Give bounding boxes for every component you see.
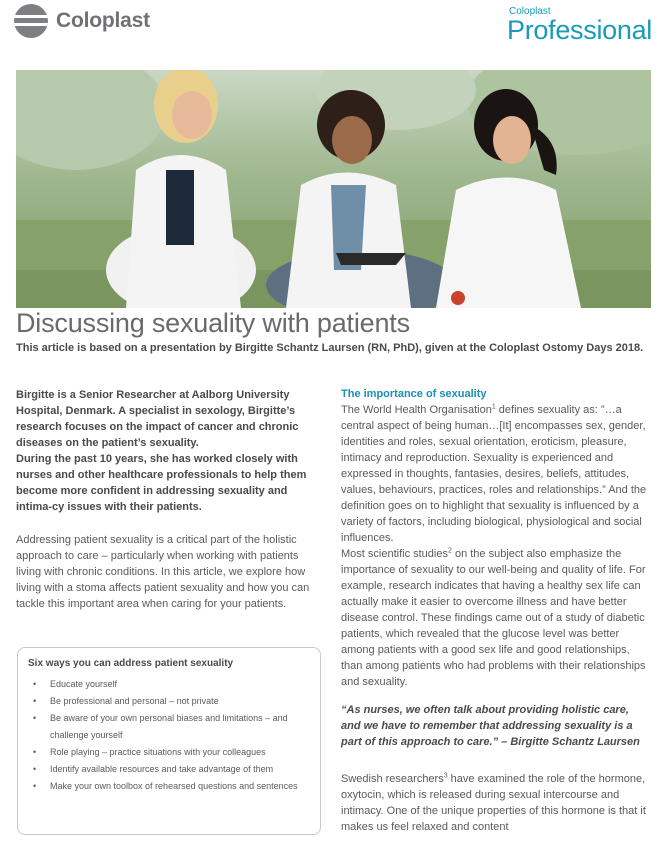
studies-text-b: on the subject also emphasize the importance of sexuality to our well-being and quality of life. For example, research indicates that having a healthy sex life can actually make it easier to overcome illness and have better disease control. These findings came out of a study of diabetic patients, which revealed that the glucose level was better among patients with a good sex life and good relationships, than among patients who had problems with their relationships and sexuality. xyxy=(341,548,646,688)
tips-list xyxy=(28,676,312,795)
footnote-ref-3: 3 xyxy=(443,772,448,780)
who-paragraph xyxy=(341,402,649,546)
tips-list-item: • Be aware of your own personal biases and limitations – and challenge yourself xyxy=(28,710,312,744)
brand-name: Coloplast xyxy=(56,9,150,32)
swedish-text-a: Swedish researchers xyxy=(341,773,444,785)
pro-logo-small: Coloplast xyxy=(509,6,551,17)
footnote-ref-2: 2 xyxy=(447,547,452,555)
article-title: Discussing sexuality with patients xyxy=(16,308,410,338)
tips-list-item: • Be professional and personal – not private xyxy=(28,693,312,710)
left-column xyxy=(16,387,322,612)
who-text-b: defines sexuality as: ”…a central aspect of being human…[It] encompasses sex, gender, identities and roles, sexual orientation, eroticism, pleasure, intimacy and reproduction. Sexuality is experienced and expressed in thoughts, fantasies, desires, beliefs, attitudes, values, behaviours, practices, roles and relationships.” And the definition goes on to highlight that sexuality is influenced by a variety of factors, including biological, physiological and social influences. xyxy=(341,404,647,544)
tips-list-item: • Educate yourself xyxy=(28,676,312,693)
coloplast-logo-icon xyxy=(14,4,48,38)
tips-box-title: Six ways you can address patient sexuality xyxy=(28,658,234,669)
tips-list-item: • Role playing – practice situations with your colleagues xyxy=(28,744,312,761)
who-text-a: The World Health Organisation xyxy=(341,404,492,416)
hero-image xyxy=(16,70,651,308)
tips-list-item: • Make your own toolbox of rehearsed questions and sentences xyxy=(28,778,312,795)
pull-quote: “As nurses, we often talk about providing holistic care, and we have to remember that addressing sexuality is a part of this approach to care.” – Birgitte Schantz Laursen xyxy=(341,704,640,748)
coloplast-logo xyxy=(14,4,150,38)
pro-logo-big: Professional xyxy=(507,15,652,45)
right-column xyxy=(341,386,649,835)
bio-paragraph-2: During the past 10 years, she has worked closely with nurses and other healthcare professionals to help them become more confident in addressing sexuality and intima-cy issues with their patients. xyxy=(16,453,307,513)
hero-photo-nurses xyxy=(16,70,651,308)
tips-list-item: • Identify available resources and take advantage of them xyxy=(28,761,312,778)
lead-paragraph: Addressing patient sexuality is a critical part of the holistic approach to care – particularly when working with patients living with chronic conditions. In this article, we explore how living with a stoma affects patient sexuality and how you can tackle this important area when caring for your patients. xyxy=(16,534,310,610)
swedish-paragraph xyxy=(341,771,649,835)
studies-text-a: Most scientific studies xyxy=(341,548,448,560)
bio-paragraph-1: Birgitte is a Senior Researcher at Aalborg University Hospital, Denmark. A specialist in sexology, Birgitte’s research focuses on the impact of cancer and chronic diseases on the patient’s sexuality. xyxy=(16,389,299,449)
studies-paragraph xyxy=(341,546,649,690)
coloplast-professional-logo xyxy=(507,6,652,44)
footnote-ref-1: 1 xyxy=(491,403,496,411)
section-heading: The importance of sexuality xyxy=(341,388,487,400)
tips-box xyxy=(17,647,321,835)
swedish-text-b: have examined the role of the hormone, oxytocin, which is released during sexual intercourse and intimacy. One of the unique properties of this hormone is that it makes us feel relaxed and content xyxy=(341,773,646,833)
article-intro: This article is based on a presentation by Birgitte Schantz Laursen (RN, PhD), given at the Coloplast Ostomy Days 2018. xyxy=(16,342,644,354)
